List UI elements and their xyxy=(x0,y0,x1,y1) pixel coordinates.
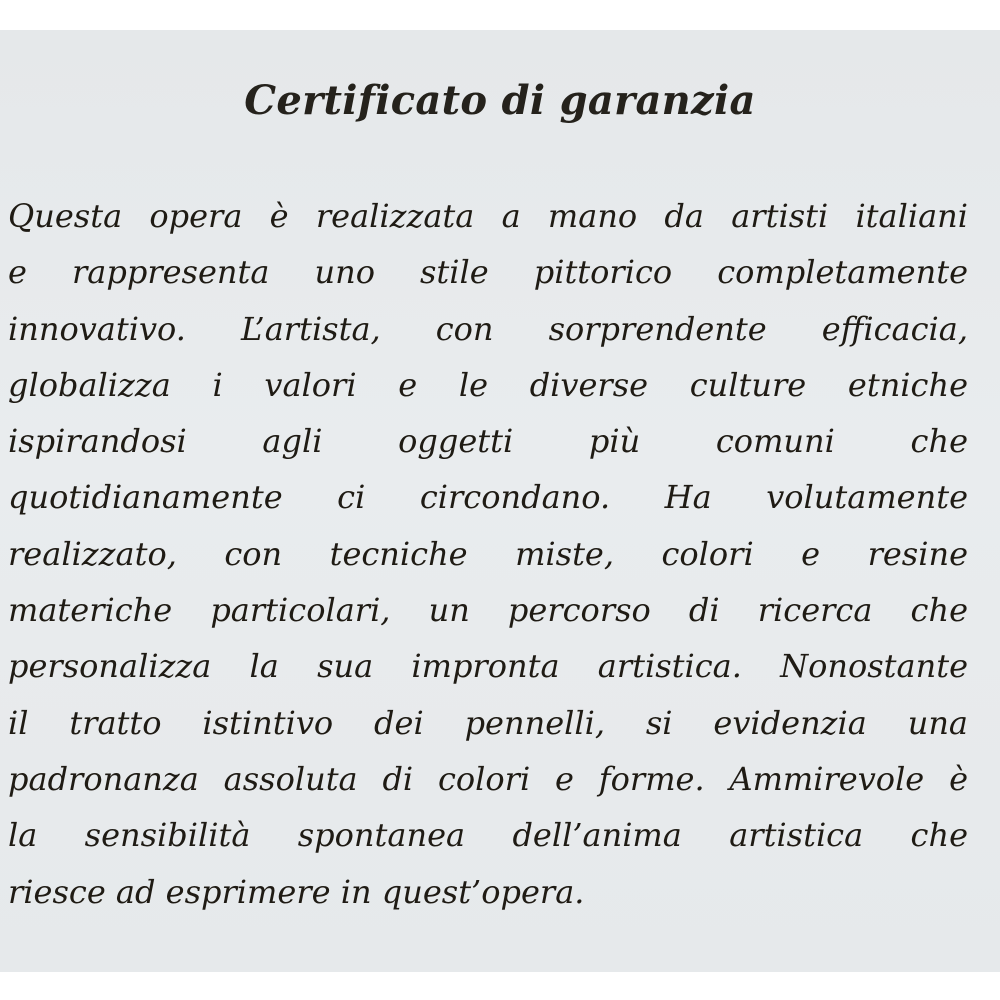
body-line: materiche particolari, un percorso di ricerca che xyxy=(8,591,968,630)
body-line: realizzato, con tecniche miste, colori e resine xyxy=(8,534,968,573)
body-line: ispirandosi agli oggetti più comuni che xyxy=(8,422,968,461)
body-line: e rappresenta uno stile pittorico completamente xyxy=(8,253,968,292)
body-line: globalizza i valori e le diverse culture etniche xyxy=(8,365,968,404)
body-line: innovativo. L’artista, con sorprendente efficacia, xyxy=(8,309,968,348)
body-line: la sensibilità spontanea dell’anima artistica che xyxy=(8,816,968,855)
body-line: il tratto istintivo dei pennelli, si evidenzia una xyxy=(8,703,968,742)
certificate-title: Certificato di garanzia xyxy=(244,77,756,124)
body-line-last: riesce ad esprimere in quest’opera. xyxy=(8,872,585,911)
body-line: Questa opera è realizzata a mano da artisti italiani xyxy=(8,197,968,235)
body-line: quotidianamente ci circondano. Ha volutamente xyxy=(8,478,968,517)
body-line: padronanza assoluta di colori e forme. Ammirevole è xyxy=(8,759,968,798)
certificate-body xyxy=(8,188,968,920)
certificate-card xyxy=(0,30,1000,972)
body-line: personalizza la sua impronta artistica. Nonostante xyxy=(8,647,968,686)
